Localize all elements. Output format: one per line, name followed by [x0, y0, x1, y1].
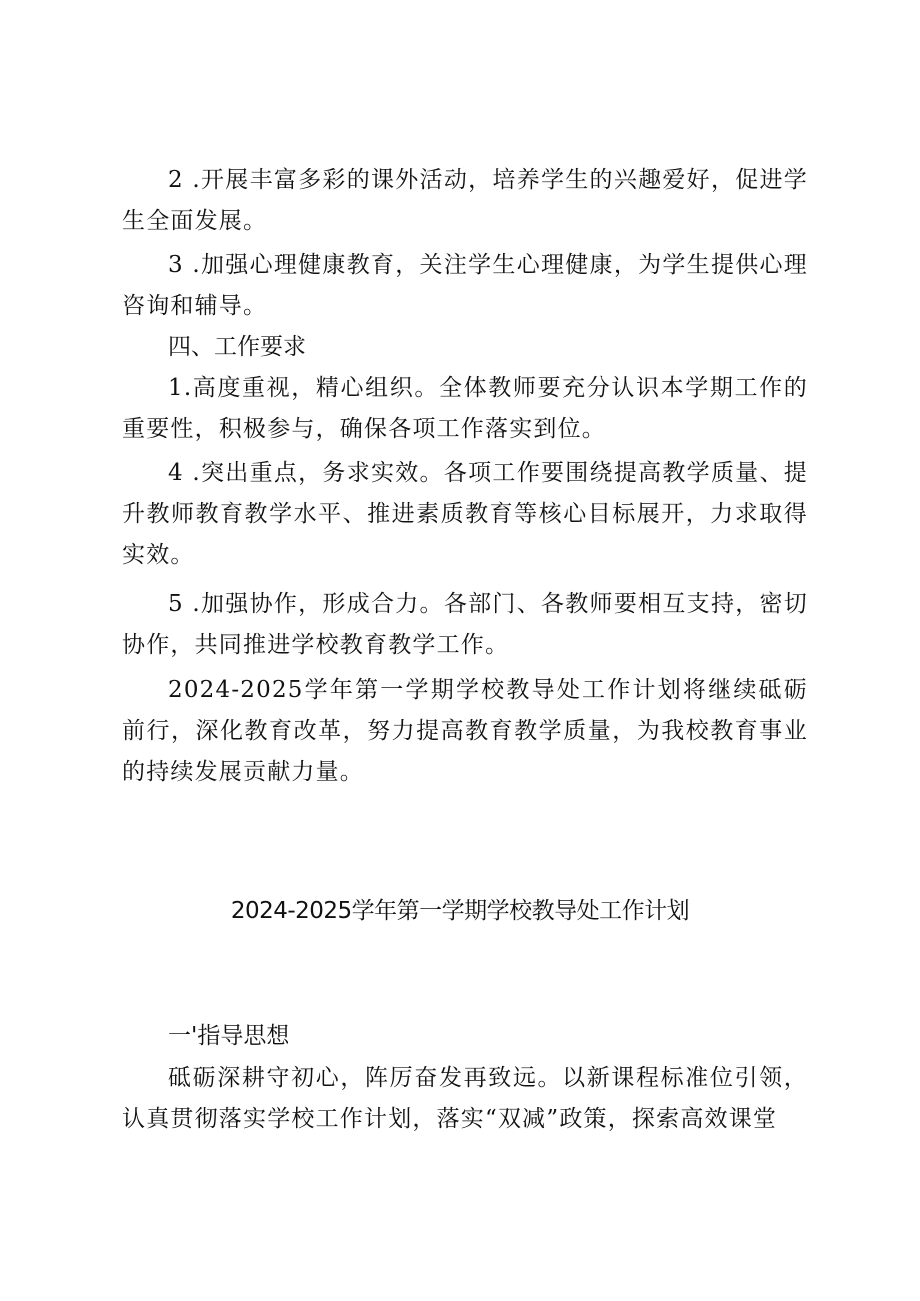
- paragraph-item-3: 3 .加强心理健康教育，关注学生心理健康，为学生提供心理咨询和辅导。: [122, 252, 808, 319]
- section-heading-requirements: 四、工作要求: [168, 334, 306, 360]
- paragraph-requirement-5: 5 .加强协作，形成合力。各部门、各教师要相互支持，密切协作，共同推进学校教育教学工作。: [122, 591, 808, 658]
- document-title: 2024-2025学年第一学期学校教导处工作计划: [230, 898, 690, 924]
- section-heading-guiding: 一'指导思想: [168, 1023, 290, 1049]
- paragraph-conclusion: 2024-2025学年第一学期学校教导处工作计划将继续砥砺前行，深化教育改革，努力提高教育教学质量，为我校教育事业的持续发展贡献力量。: [122, 677, 808, 785]
- paragraph-guiding-thought: 砥砺深耕守初心，阵厉奋发再致远。以新课程标准位引领，认真贯彻落实学校工作计划，落实“双减”政策，探索高效课堂: [122, 1065, 808, 1132]
- paragraph-requirement-4: 4 .突出重点，务求实效。各项工作要围绕提高教学质量、提升教师教育教学水平、推进素质教育等核心目标展开，力求取得实效。: [122, 460, 808, 568]
- paragraph-item-2: 2 .开展丰富多彩的课外活动，培养学生的兴趣爱好，促进学生全面发展。: [122, 167, 808, 234]
- paragraph-requirement-1: 1.高度重视，精心组织。全体教师要充分认识本学期工作的重要性，积极参与，确保各项工作落实到位。: [122, 375, 808, 442]
